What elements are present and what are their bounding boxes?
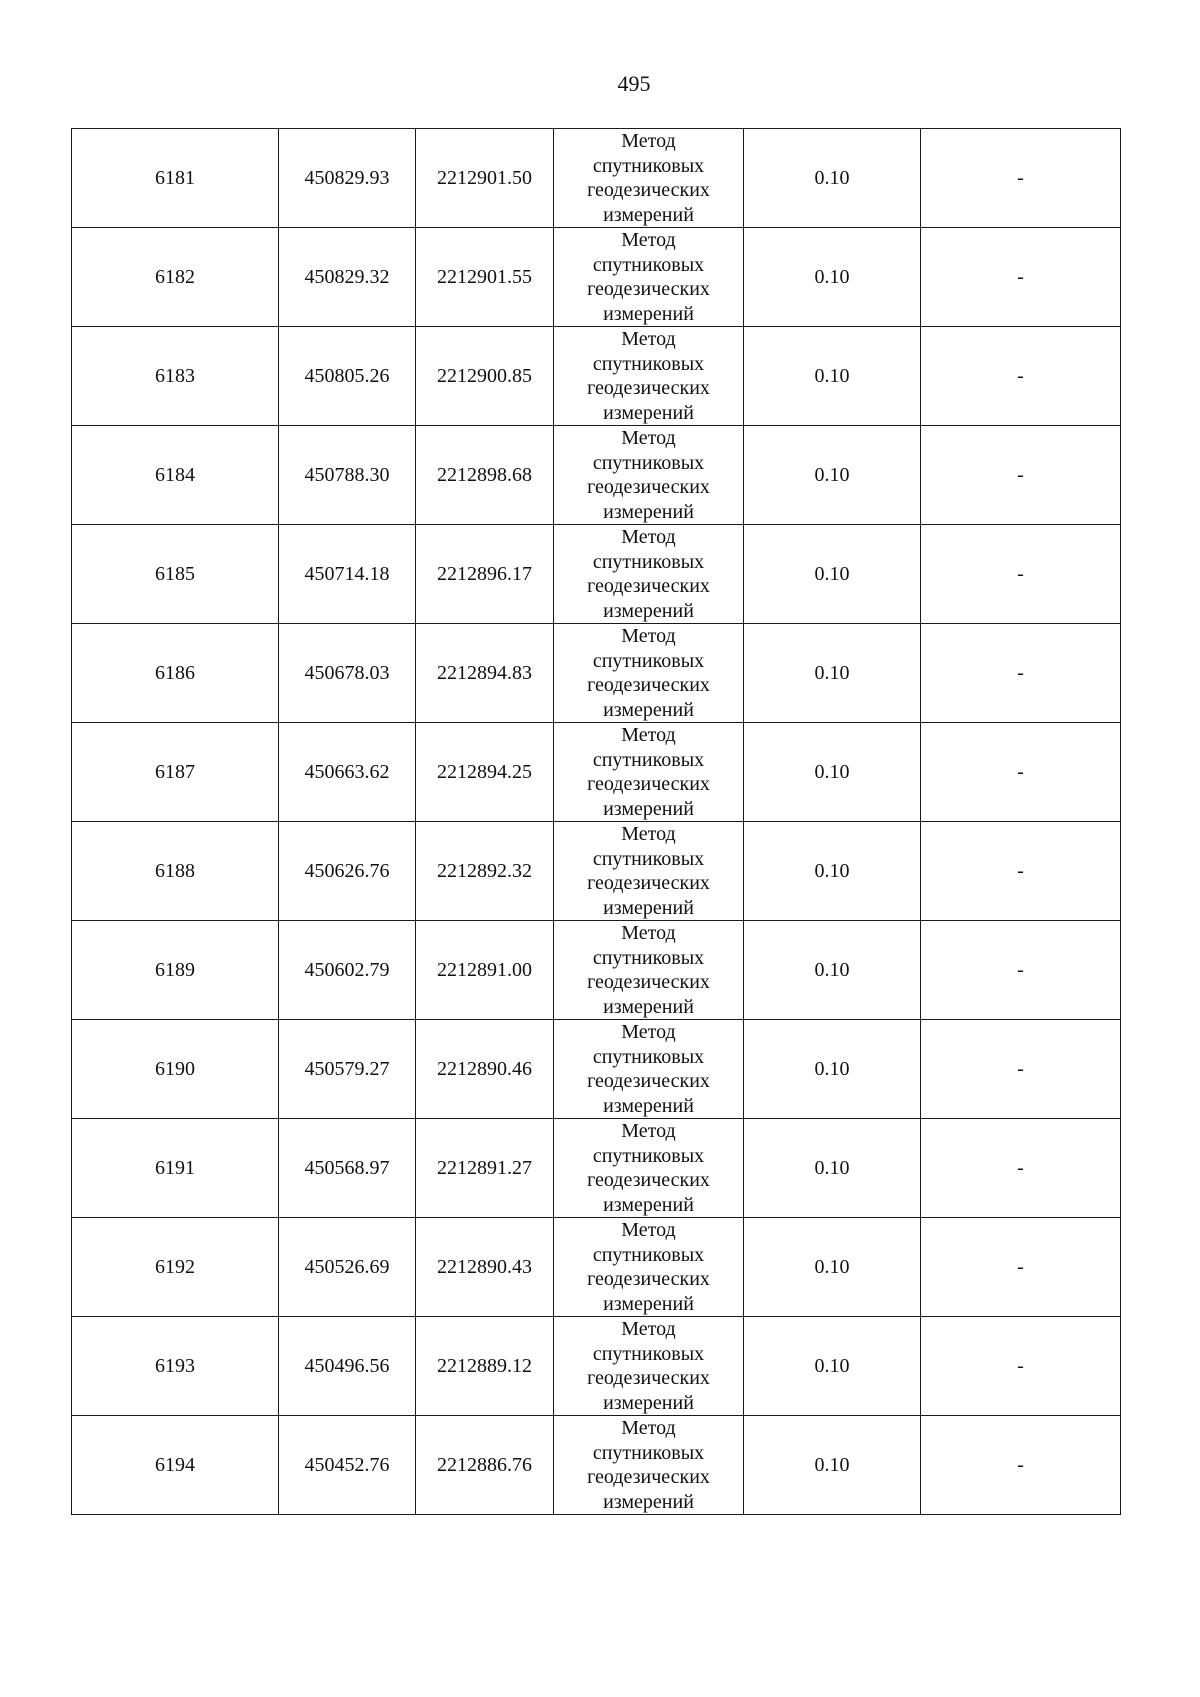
method-text-line: спутниковых bbox=[592, 451, 705, 474]
method-text-line: Метод bbox=[621, 130, 676, 152]
point-number-cell: 6192 bbox=[72, 1218, 279, 1317]
x-coordinate-cell: 450788.30 bbox=[279, 426, 416, 525]
x-coordinate-cell: 450714.18 bbox=[279, 525, 416, 624]
method-text-line: геодезических bbox=[587, 1070, 710, 1092]
method-text-line: измерений bbox=[603, 797, 694, 820]
method-text-line: спутниковых bbox=[592, 154, 705, 177]
method-text-line: измерений bbox=[603, 1094, 694, 1117]
method-text-line: спутниковых bbox=[592, 946, 705, 969]
point-number-cell: 6183 bbox=[72, 327, 279, 426]
accuracy-cell: 0.10 bbox=[744, 723, 921, 822]
method-text-line: спутниковых bbox=[592, 649, 705, 672]
method-text-line: Метод bbox=[621, 1318, 676, 1340]
point-number-cell: 6184 bbox=[72, 426, 279, 525]
y-coordinate-cell: 2212900.85 bbox=[416, 327, 554, 426]
accuracy-cell: 0.10 bbox=[744, 1119, 921, 1218]
method-text-line: Метод bbox=[621, 1120, 676, 1142]
method-cell bbox=[554, 1416, 744, 1515]
method-text-line: измерений bbox=[603, 995, 694, 1018]
method-cell bbox=[554, 1119, 744, 1218]
note-cell: - bbox=[921, 1119, 1121, 1218]
point-number-cell: 6186 bbox=[72, 624, 279, 723]
accuracy-cell: 0.10 bbox=[744, 1416, 921, 1515]
y-coordinate-cell: 2212892.32 bbox=[416, 822, 554, 921]
accuracy-cell: 0.10 bbox=[744, 525, 921, 624]
method-text-line: Метод bbox=[621, 823, 676, 845]
method-text-line: измерений bbox=[603, 698, 694, 721]
note-cell: - bbox=[921, 525, 1121, 624]
note-cell: - bbox=[921, 426, 1121, 525]
accuracy-cell: 0.10 bbox=[744, 1218, 921, 1317]
y-coordinate-cell: 2212894.25 bbox=[416, 723, 554, 822]
x-coordinate-cell: 450602.79 bbox=[279, 921, 416, 1020]
method-text-line: геодезических bbox=[587, 377, 710, 399]
method-text-line: геодезических bbox=[587, 1367, 710, 1389]
method-cell bbox=[554, 426, 744, 525]
x-coordinate-cell: 450568.97 bbox=[279, 1119, 416, 1218]
method-text-line: измерений bbox=[603, 1193, 694, 1216]
accuracy-cell: 0.10 bbox=[744, 822, 921, 921]
table-row bbox=[72, 228, 1121, 327]
method-text-line: измерений bbox=[603, 896, 694, 919]
method-text-line: геодезических bbox=[587, 179, 710, 201]
method-text-line: спутниковых bbox=[592, 253, 705, 276]
accuracy-cell: 0.10 bbox=[744, 129, 921, 228]
y-coordinate-cell: 2212898.68 bbox=[416, 426, 554, 525]
method-text-line: Метод bbox=[621, 922, 676, 944]
method-text-line: Метод bbox=[621, 328, 676, 350]
accuracy-cell: 0.10 bbox=[744, 921, 921, 1020]
table-row bbox=[72, 921, 1121, 1020]
method-text-line: геодезических bbox=[587, 1466, 710, 1488]
y-coordinate-cell: 2212901.55 bbox=[416, 228, 554, 327]
method-cell bbox=[554, 624, 744, 723]
y-coordinate-cell: 2212901.50 bbox=[416, 129, 554, 228]
accuracy-cell: 0.10 bbox=[744, 426, 921, 525]
point-number-cell: 6188 bbox=[72, 822, 279, 921]
method-text-line: Метод bbox=[621, 1219, 676, 1241]
y-coordinate-cell: 2212896.17 bbox=[416, 525, 554, 624]
table-row bbox=[72, 1416, 1121, 1515]
method-text-line: спутниковых bbox=[592, 550, 705, 573]
method-text-line: Метод bbox=[621, 1417, 676, 1439]
method-cell bbox=[554, 525, 744, 624]
accuracy-cell: 0.10 bbox=[744, 228, 921, 327]
method-text-line: спутниковых bbox=[592, 847, 705, 870]
table-row bbox=[72, 327, 1121, 426]
method-text-line: Метод bbox=[621, 1021, 676, 1043]
table-row bbox=[72, 1317, 1121, 1416]
method-text-line: измерений bbox=[603, 1490, 694, 1513]
method-text-line: измерений bbox=[603, 599, 694, 622]
note-cell: - bbox=[921, 1416, 1121, 1515]
method-text-line: измерений bbox=[603, 401, 694, 424]
method-cell bbox=[554, 921, 744, 1020]
table-row bbox=[72, 129, 1121, 228]
method-text-line: геодезических bbox=[587, 1268, 710, 1290]
page-number: 495 bbox=[617, 71, 651, 96]
method-text-line: спутниковых bbox=[592, 1441, 705, 1464]
x-coordinate-cell: 450526.69 bbox=[279, 1218, 416, 1317]
x-coordinate-cell: 450829.32 bbox=[279, 228, 416, 327]
point-number-cell: 6182 bbox=[72, 228, 279, 327]
note-cell: - bbox=[921, 1317, 1121, 1416]
note-cell: - bbox=[921, 228, 1121, 327]
method-text-line: Метод bbox=[621, 229, 676, 251]
x-coordinate-cell: 450829.93 bbox=[279, 129, 416, 228]
method-text-line: спутниковых bbox=[592, 748, 705, 771]
y-coordinate-cell: 2212894.83 bbox=[416, 624, 554, 723]
method-text-line: измерений bbox=[603, 500, 694, 523]
method-text-line: геодезических bbox=[587, 674, 710, 696]
method-cell bbox=[554, 228, 744, 327]
method-text-line: спутниковых bbox=[592, 1243, 705, 1266]
table-row bbox=[72, 822, 1121, 921]
method-text-line: измерений bbox=[603, 302, 694, 325]
method-text-line: Метод bbox=[621, 724, 676, 746]
y-coordinate-cell: 2212891.00 bbox=[416, 921, 554, 1020]
note-cell: - bbox=[921, 327, 1121, 426]
point-number-cell: 6190 bbox=[72, 1020, 279, 1119]
method-text-line: измерений bbox=[603, 203, 694, 226]
method-cell bbox=[554, 1218, 744, 1317]
y-coordinate-cell: 2212889.12 bbox=[416, 1317, 554, 1416]
table-body bbox=[72, 129, 1121, 1515]
x-coordinate-cell: 450663.62 bbox=[279, 723, 416, 822]
method-text-line: геодезических bbox=[587, 278, 710, 300]
y-coordinate-cell: 2212891.27 bbox=[416, 1119, 554, 1218]
table-row bbox=[72, 1119, 1121, 1218]
note-cell: - bbox=[921, 1020, 1121, 1119]
x-coordinate-cell: 450452.76 bbox=[279, 1416, 416, 1515]
note-cell: - bbox=[921, 723, 1121, 822]
table-row bbox=[72, 1218, 1121, 1317]
method-text-line: геодезических bbox=[587, 773, 710, 795]
table-row bbox=[72, 624, 1121, 723]
x-coordinate-cell: 450805.26 bbox=[279, 327, 416, 426]
y-coordinate-cell: 2212890.46 bbox=[416, 1020, 554, 1119]
method-text-line: геодезических bbox=[587, 1169, 710, 1191]
method-text-line: геодезических bbox=[587, 872, 710, 894]
y-coordinate-cell: 2212886.76 bbox=[416, 1416, 554, 1515]
method-cell bbox=[554, 327, 744, 426]
point-number-cell: 6187 bbox=[72, 723, 279, 822]
coordinates-table bbox=[71, 128, 1121, 1515]
method-text-line: спутниковых bbox=[592, 1144, 705, 1167]
y-coordinate-cell: 2212890.43 bbox=[416, 1218, 554, 1317]
note-cell: - bbox=[921, 921, 1121, 1020]
method-text-line: геодезических bbox=[587, 476, 710, 498]
method-text-line: Метод bbox=[621, 427, 676, 449]
point-number-cell: 6191 bbox=[72, 1119, 279, 1218]
method-cell bbox=[554, 1020, 744, 1119]
note-cell: - bbox=[921, 822, 1121, 921]
x-coordinate-cell: 450496.56 bbox=[279, 1317, 416, 1416]
method-text-line: измерений bbox=[603, 1292, 694, 1315]
note-cell: - bbox=[921, 1218, 1121, 1317]
method-text-line: спутниковых bbox=[592, 1045, 705, 1068]
accuracy-cell: 0.10 bbox=[744, 1020, 921, 1119]
x-coordinate-cell: 450579.27 bbox=[279, 1020, 416, 1119]
method-text-line: геодезических bbox=[587, 971, 710, 993]
table-row bbox=[72, 426, 1121, 525]
method-text-line: Метод bbox=[621, 625, 676, 647]
note-cell: - bbox=[921, 624, 1121, 723]
method-cell bbox=[554, 1317, 744, 1416]
table-row bbox=[72, 525, 1121, 624]
point-number-cell: 6194 bbox=[72, 1416, 279, 1515]
method-cell bbox=[554, 822, 744, 921]
point-number-cell: 6181 bbox=[72, 129, 279, 228]
method-text-line: спутниковых bbox=[592, 352, 705, 375]
note-cell: - bbox=[921, 129, 1121, 228]
table-row bbox=[72, 723, 1121, 822]
point-number-cell: 6193 bbox=[72, 1317, 279, 1416]
accuracy-cell: 0.10 bbox=[744, 624, 921, 723]
x-coordinate-cell: 450678.03 bbox=[279, 624, 416, 723]
method-cell bbox=[554, 723, 744, 822]
accuracy-cell: 0.10 bbox=[744, 1317, 921, 1416]
method-text-line: спутниковых bbox=[592, 1342, 705, 1365]
point-number-cell: 6189 bbox=[72, 921, 279, 1020]
table-row bbox=[72, 1020, 1121, 1119]
accuracy-cell: 0.10 bbox=[744, 327, 921, 426]
method-text-line: измерений bbox=[603, 1391, 694, 1414]
point-number-cell: 6185 bbox=[72, 525, 279, 624]
method-text-line: геодезических bbox=[587, 575, 710, 597]
method-cell bbox=[554, 129, 744, 228]
x-coordinate-cell: 450626.76 bbox=[279, 822, 416, 921]
method-text-line: Метод bbox=[621, 526, 676, 548]
